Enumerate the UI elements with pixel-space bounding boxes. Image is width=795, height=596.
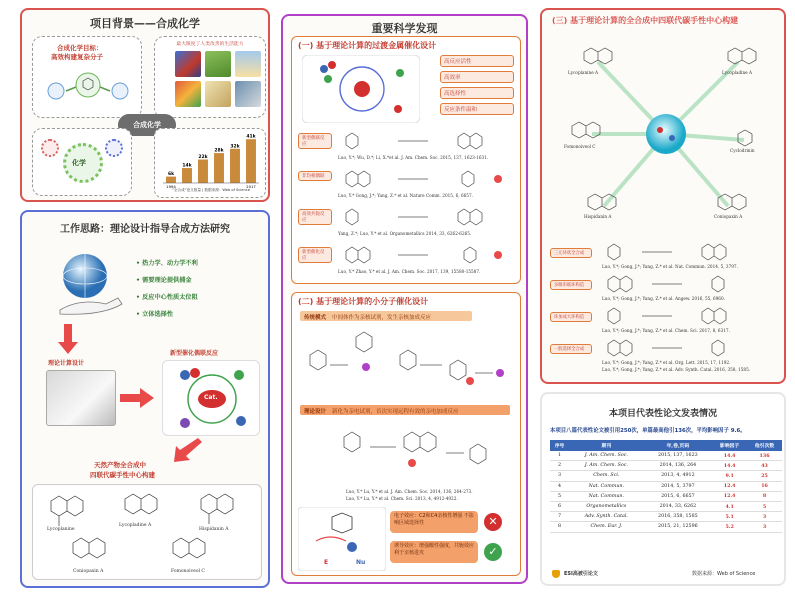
cross-icon: ✕ xyxy=(484,513,502,531)
chart-bar-label-6: 41k xyxy=(246,134,256,140)
table-row xyxy=(550,451,782,461)
row-3-index: 3 xyxy=(550,471,569,481)
sub-label: 化学 xyxy=(72,159,86,167)
benefit-photo-3 xyxy=(235,51,261,77)
chemistry-gear-box xyxy=(32,128,132,196)
bullet-1: • 热力学、动力学不利 xyxy=(136,260,198,267)
feature-badge-4: 反应条件温和 xyxy=(440,103,514,115)
effect-card-1: 电子效应：C2和C4亲核性增强 不影响区域选择性 xyxy=(390,511,478,533)
chart-bar-label-2: 14k xyxy=(182,163,192,169)
arrow-down-icon xyxy=(58,324,78,354)
section-1-title: (一) 基于理论计算的过渡金属催化设计 xyxy=(298,41,437,50)
quaternary-reaction-1 xyxy=(550,242,778,272)
transition-state-diagram xyxy=(298,507,386,571)
organocatalysis-scheme-2 xyxy=(300,419,514,489)
q-ref-1: Luo, Y.*; Gong, J.*; Yang, Z.* et al. Nat. Commun. 2014, 5, 3797. xyxy=(602,264,738,269)
q-tag-4: 一般选择全合成 xyxy=(550,344,592,354)
reaction-ref-4: Luo, Y.* Zhao, Y.* et al. J. Am. Chem. Soc. 2017, 139, 15580-15587. xyxy=(338,269,481,274)
row-7-index: 7 xyxy=(550,512,569,522)
reaction-row-4 xyxy=(298,243,516,279)
row-4-cites: 16 xyxy=(747,481,782,491)
chart-bar-6 xyxy=(246,139,256,183)
table-row xyxy=(550,481,782,491)
section-2-title: (二) 基于理论计算的小分子催化设计 xyxy=(298,297,429,306)
chart-bar-label-5: 32k xyxy=(230,144,240,150)
panel-approach-title: 工作思路：理论设计指导合成方法研究 xyxy=(60,224,230,235)
molecule-name-1: Lycoplanine xyxy=(47,527,75,532)
reaction-badge-3: 高效共轭反应 xyxy=(298,209,332,225)
reaction-row-1 xyxy=(298,129,516,165)
small-gear-2-icon xyxy=(105,139,123,157)
sec2-ref-1: Luo, Y.* Lu, Y.* et al. J. Am. Chem. Soc. 2014, 136, 264-273. xyxy=(346,489,473,494)
panel-papers-title: 本项目代表性论文发表情况 xyxy=(608,409,717,419)
theory-design-text: 新化为亲电试剂，首次实现远程有效的亲电加成反应 xyxy=(331,409,459,415)
feature-badge-3: 高选择性 xyxy=(440,87,514,99)
panel-background xyxy=(20,8,270,202)
q-ref-4: Luo, Y.*; Gong, J.*; Yang, Z.* et al. Org. Lett. 2015, 17, 1192. xyxy=(602,360,731,365)
q-tag-3: 环加成大环构造 xyxy=(550,312,592,322)
row-5-impact: 12.4 xyxy=(712,491,747,501)
network-node-6: Coniopaxin A xyxy=(714,214,743,219)
papers-table xyxy=(550,440,782,533)
q-tag-1: 三元环状全合成 xyxy=(550,248,592,258)
col-header-journal: 期刊 xyxy=(569,440,644,451)
catalytic-cycle-box xyxy=(162,360,260,436)
section-1-box xyxy=(291,36,521,284)
footer-right: 数据来源：Web of Science xyxy=(692,571,756,577)
row-5-cites: 8 xyxy=(747,491,782,501)
chart-bar-2 xyxy=(182,168,192,183)
catalysis-label: 新型催化偶联反应 xyxy=(170,350,219,357)
row-1-impact: 14.4 xyxy=(712,451,747,461)
arrow-right-icon xyxy=(120,388,154,408)
benefit-title: 最大限度了人类改善的生活能力 xyxy=(176,42,244,47)
row-6-index: 6 xyxy=(550,501,569,511)
panel-quaternary-title: (三) 基于理论计算的全合成中四联代碳手性中心构建 xyxy=(552,16,739,25)
traditional-mode-bar xyxy=(300,311,472,321)
row-8-cites: 3 xyxy=(747,522,782,532)
benefit-photo-1 xyxy=(175,51,201,77)
footer-left: ESI高被引论文 xyxy=(564,571,598,577)
row-1-journal: J. Am. Chem. Soc. xyxy=(569,451,644,461)
table-row xyxy=(550,522,782,532)
row-5-journal: Nat. Commun. xyxy=(569,491,644,501)
molecule-illustration xyxy=(38,65,138,115)
traditional-mode-tag: 传统模式 xyxy=(304,315,327,321)
benefit-photo-5 xyxy=(205,81,231,107)
traditional-mode-text: 中间体作为亲核试剂，发生亲核加成反应 xyxy=(331,315,431,321)
row-4-impact: 12.4 xyxy=(712,481,747,491)
panel-findings xyxy=(281,14,528,584)
benefit-box xyxy=(154,36,266,118)
benefit-photo-4 xyxy=(175,81,201,107)
electrophile-label: E xyxy=(324,559,329,566)
theory-sketch-image xyxy=(46,370,116,426)
row-2-impact: 14.4 xyxy=(712,461,747,471)
col-header-cites: 他引次数 xyxy=(747,440,782,451)
q-tag-2: 多级串联环构造 xyxy=(550,280,592,290)
chart-bar-label-4: 28k xyxy=(214,148,224,154)
effect-card-2: 诱导效应：增强酸性强度，共轭效应利于亲核进攻 xyxy=(390,541,478,563)
section-2-box xyxy=(291,292,521,576)
natural-label-2: 四联代碳手性中心构建 xyxy=(90,471,155,479)
row-4-citation: 2014, 5, 3797 xyxy=(644,481,713,491)
row-1-cites: 136 xyxy=(747,451,782,461)
bullet-3: • 反应中心性质太位阻 xyxy=(136,294,198,301)
approach-bullets xyxy=(136,250,198,326)
row-1-index: 1 xyxy=(550,451,569,461)
row-3-journal: Chem. Sci. xyxy=(569,471,644,481)
row-7-impact: 5.1 xyxy=(712,512,747,522)
quaternary-reaction-2 xyxy=(550,274,778,304)
benefit-photo-2 xyxy=(205,51,231,77)
network-node-5: Hispidanin A xyxy=(584,214,612,219)
row-2-cites: 43 xyxy=(747,461,782,471)
organocatalysis-scheme-1 xyxy=(300,325,514,401)
row-8-index: 8 xyxy=(550,522,569,532)
row-4-journal: Nat. Commun. xyxy=(569,481,644,491)
reaction-row-3 xyxy=(298,205,516,241)
feature-badge-2: 高效率 xyxy=(440,71,514,83)
row-8-journal: Chem. Eur. J. xyxy=(569,522,644,532)
row-2-citation: 2014, 136, 264 xyxy=(644,461,713,471)
sec2-ref-2: Luo, Y.* Lu, Y.* et al. Chem. Sci. 2013, 4, 4912-4922. xyxy=(346,496,458,501)
quaternary-network-diagram xyxy=(548,30,780,230)
reaction-badge-2: 非均相偶联 xyxy=(298,171,332,181)
table-row xyxy=(550,512,782,522)
row-1-citation: 2015, 137, 1623 xyxy=(644,451,713,461)
q-ref-3: Luo, Y.*; Gong, J.*; Yang, Z.* et al. Chem. Sci. 2017, 8, 6317. xyxy=(602,328,730,333)
row-5-citation: 2015, 6, 6657 xyxy=(644,491,713,501)
row-6-citation: 2014, 33, 6262 xyxy=(644,501,713,511)
row-6-impact: 4.1 xyxy=(712,501,747,511)
chart-bar-label-1: 6k xyxy=(167,172,175,178)
theory-globe-illustration xyxy=(40,246,130,326)
row-2-index: 2 xyxy=(550,461,569,471)
table-row xyxy=(550,461,782,471)
row-3-impact: 9.1 xyxy=(712,471,747,481)
panel-approach xyxy=(20,210,270,588)
metal-cycle-diagram xyxy=(302,55,420,123)
table-header-row xyxy=(550,440,782,451)
chart-bar-label-3: 22k xyxy=(198,154,208,160)
col-header-impact: 影响因子 xyxy=(712,440,747,451)
theory-label: 理论计算设计 xyxy=(48,360,85,367)
chart-bar-3 xyxy=(198,159,208,183)
row-7-journal: Adv. Synth. Catal. xyxy=(569,512,644,522)
feature-badge-1: 高反应活性 xyxy=(440,55,514,67)
row-2-journal: J. Am. Chem. Soc. xyxy=(569,461,644,471)
row-8-citation: 2015, 21, 12596 xyxy=(644,522,713,532)
chart-bar-1 xyxy=(166,177,176,183)
molecule-name-3: Hispidanin A xyxy=(199,527,229,532)
theory-design-bar xyxy=(300,405,510,415)
check-icon: ✓ xyxy=(484,543,502,561)
chart-x-tick-start: 1994 xyxy=(166,184,176,189)
chart-bar-5 xyxy=(230,149,240,183)
panel-papers xyxy=(540,392,786,586)
col-header-index: 序号 xyxy=(550,440,569,451)
q-ref-2: Luo, Y.*; Gong, J.*; Yang, Z.* et al. Angew. 2016, 55, 6960. xyxy=(602,296,725,301)
cat-label: Cat. xyxy=(204,394,218,401)
quaternary-reaction-3 xyxy=(550,306,778,336)
benefit-photo-6 xyxy=(235,81,261,107)
reaction-ref-1: Luo, Y.*; Wu, D.*; Li, X.*et al. J. Am. Chem. Soc. 2015, 137, 1623-1631. xyxy=(338,155,489,160)
natural-label-1: 天然产物全合成中 xyxy=(94,461,146,469)
reaction-row-2 xyxy=(298,167,516,203)
bullet-2: • 需要理论提供捕金 xyxy=(136,277,192,284)
chart-bar-4 xyxy=(214,153,224,183)
goal-box xyxy=(32,36,142,118)
molecule-name-4: Coniopaxin A xyxy=(73,569,104,574)
row-6-cites: 5 xyxy=(747,501,782,511)
table-row xyxy=(550,491,782,501)
row-8-impact: 5.2 xyxy=(712,522,747,532)
row-6-journal: Organometallics xyxy=(569,501,644,511)
bullet-4: • 立体选择性 xyxy=(136,311,174,318)
goal-label: 合成化学目标： xyxy=(57,44,103,52)
esi-trophy-icon xyxy=(552,570,560,578)
reaction-badge-1: 新型偶联反应 xyxy=(298,133,332,149)
network-node-3: Fomonoiveol C xyxy=(564,144,596,149)
natural-products-box xyxy=(32,484,262,580)
small-gear-1-icon xyxy=(41,139,59,157)
theory-design-tag: 理论设计 xyxy=(304,409,327,415)
panel-background-title: 项目背景——合成化学 xyxy=(90,17,200,30)
table-row xyxy=(550,471,782,481)
row-3-citation: 2013, 4, 4912 xyxy=(644,471,713,481)
molecule-name-2: Lycopladine A xyxy=(119,523,152,528)
col-header-citation: 年,卷,页码 xyxy=(644,440,713,451)
row-5-index: 5 xyxy=(550,491,569,501)
row-4-index: 4 xyxy=(550,481,569,491)
row-7-citation: 2016, 358, 1585 xyxy=(644,512,713,522)
chart-x-tick-end: 2017 xyxy=(246,184,256,189)
panel-quaternary xyxy=(540,8,786,384)
chart-caption: “全合成”论文数量 | 数据来源：Web of Science xyxy=(172,188,250,192)
arrow-diagonal-icon xyxy=(172,438,202,462)
panel-findings-title: 重要科学发现 xyxy=(371,22,438,35)
table-row xyxy=(550,501,782,511)
reaction-badge-4: 新型催化反应 xyxy=(298,247,332,263)
reaction-ref-2: Luo, Y.* Gong, J.*; Yang, Z.* et al. Nature Comm. 2015, 6, 6657. xyxy=(338,193,473,198)
papers-summary: 本项目八篇代表性论文被引用250次，单篇最高他引136次，平均影响因子 9.6。 xyxy=(550,428,746,434)
center-label: 合成化学 xyxy=(118,114,176,136)
network-node-1: Lycoplanine A xyxy=(568,70,599,75)
nucleophile-label: Nu xyxy=(356,559,366,566)
goal-text: 高效构建复杂分子 xyxy=(51,53,103,61)
network-node-2: Lycopladine A xyxy=(722,70,753,75)
reaction-ref-3: Yang, Z.*; Luo, Y.* et al. Organometallics 2014, 33, 6262-6265. xyxy=(338,231,472,236)
row-7-cites: 3 xyxy=(747,512,782,522)
molecule-name-5: Fomonoiveol C xyxy=(171,569,205,574)
quaternary-reaction-4 xyxy=(550,338,778,378)
q-ref-5: Luo, Y.*; Gong, J.*; Yang, Z.* et al. Adv. Synth. Catal. 2016, 358, 1585. xyxy=(602,367,751,372)
network-node-4: Cyclodrinin xyxy=(730,148,755,153)
row-3-cites: 25 xyxy=(747,471,782,481)
